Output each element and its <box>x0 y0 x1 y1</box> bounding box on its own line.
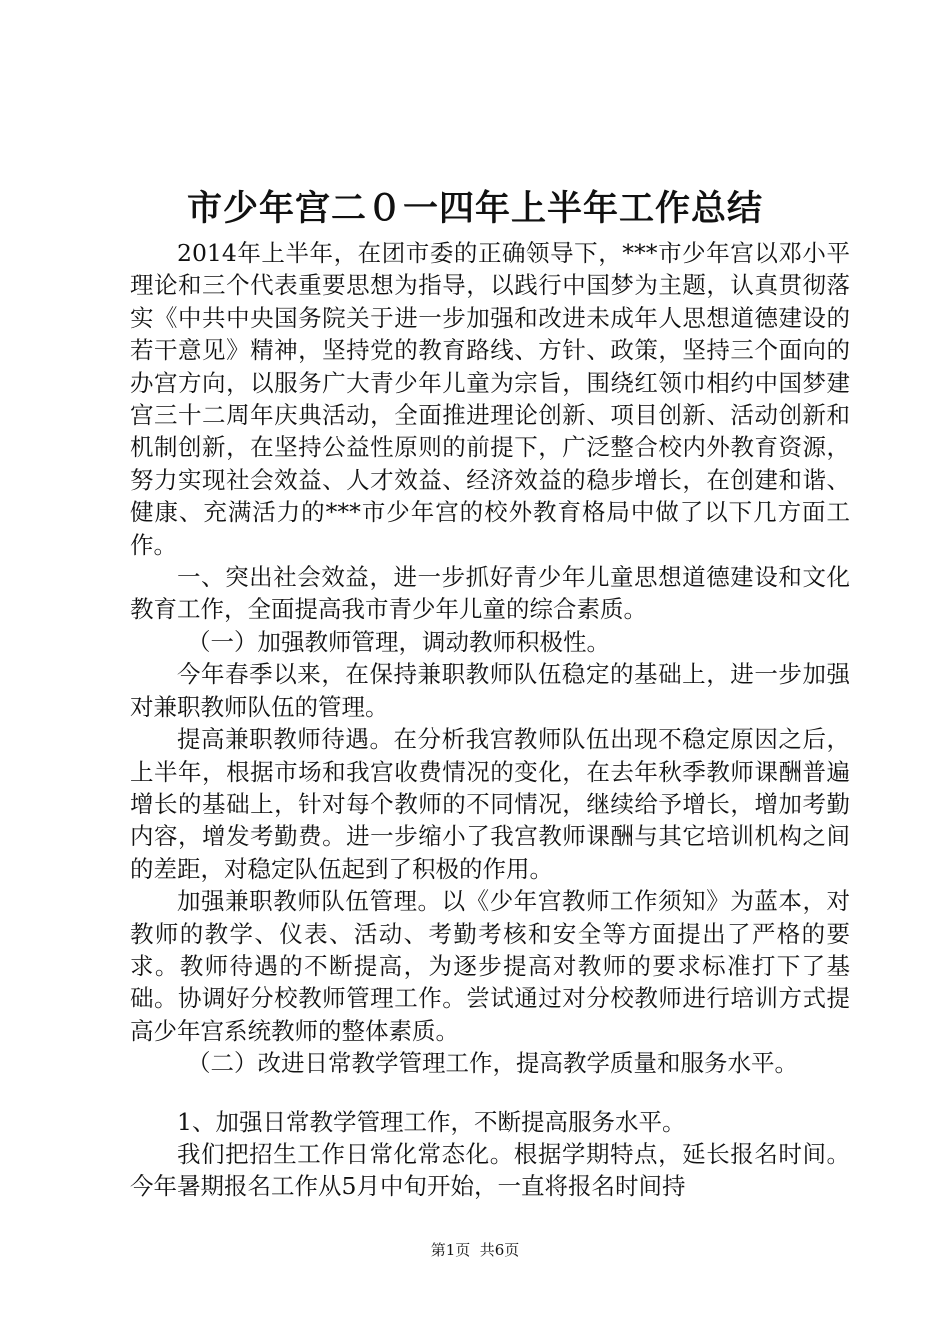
item-heading-1: 1、加强日常教学管理工作，不断提高服务水平。 <box>177 1107 686 1136</box>
document-title: 市少年宫二０一四年上半年工作总结 <box>186 188 763 229</box>
document-body <box>130 237 850 1203</box>
subsection-heading-2: （二）改进日常教学管理工作，提高教学质量和服务水平。 <box>187 1049 798 1078</box>
body-paragraph: 我们把招生工作日常化常态化。根据学期特点，延长报名时间。今年暑期报名工作从5月中旬开始，一直将报名时间持 <box>130 1139 850 1201</box>
page-footer <box>0 1240 950 1260</box>
paragraph-gap <box>130 1080 850 1106</box>
page-number: 第1页 共6页 <box>430 1241 520 1259</box>
section-heading-1: 一、突出社会效益，进一步抓好青少年儿童思想道德建设和文化教育工作，全面提高我市青少年儿童的综合素质。 <box>130 563 850 624</box>
body-paragraph: 提高兼职教师待遇。在分析我宫教师队伍出现不稳定原因之后，上半年，根据市场和我宫收费情况的变化，在去年秋季教师课酬普遍增长的基础上，针对每个教师的不同情况，继续给予增长，增加考勤内容，增发考勤费。进一步缩小了我宫教师课酬与其它培训机构之间的差距，对稳定队伍起到了积极的作用。 <box>130 725 850 883</box>
intro-paragraph: 2014年上半年，在团市委的正确领导下，***市少年宫以邓小平理论和三个代表重要思想为指导，以践行中国梦为主题，认真贯彻落实《中共中央国务院关于进一步加强和改进未成年人思想道德建设的若干意见》精神，坚持党的教育路线、方针、政策，坚持三个面向的办宫方向，以服务广大青少年儿童为宗旨，围绕红领巾相约中国梦建宫三十二周年庆典活动，全面推进理论创新、项目创新、活动创新和机制创新，在坚持公益性原则的前提下，广泛整合校内外教育资源，努力实现社会效益、人才效益、经济效益的稳步增长，在创建和谐、健康、充满活力的***市少年宫的校外教育格局中做了以下几方面工作。 <box>130 239 850 559</box>
body-paragraph: 今年春季以来，在保持兼职教师队伍稳定的基础上，进一步加强对兼职教师队伍的管理。 <box>130 660 850 721</box>
subsection-heading-1: （一）加强教师管理，调动教师积极性。 <box>187 627 610 656</box>
body-paragraph: 加强兼职教师队伍管理。以《少年宫教师工作须知》为蓝本，对教师的教学、仪表、活动、考勤考核和安全等方面提出了严格的要求。教师待遇的不断提高，为逐步提高对教师的要求标准打下了基础。协调好分校教师管理工作。尝试通过对分校教师进行培训方式提高少年宫系统教师的整体素质。 <box>130 887 850 1045</box>
